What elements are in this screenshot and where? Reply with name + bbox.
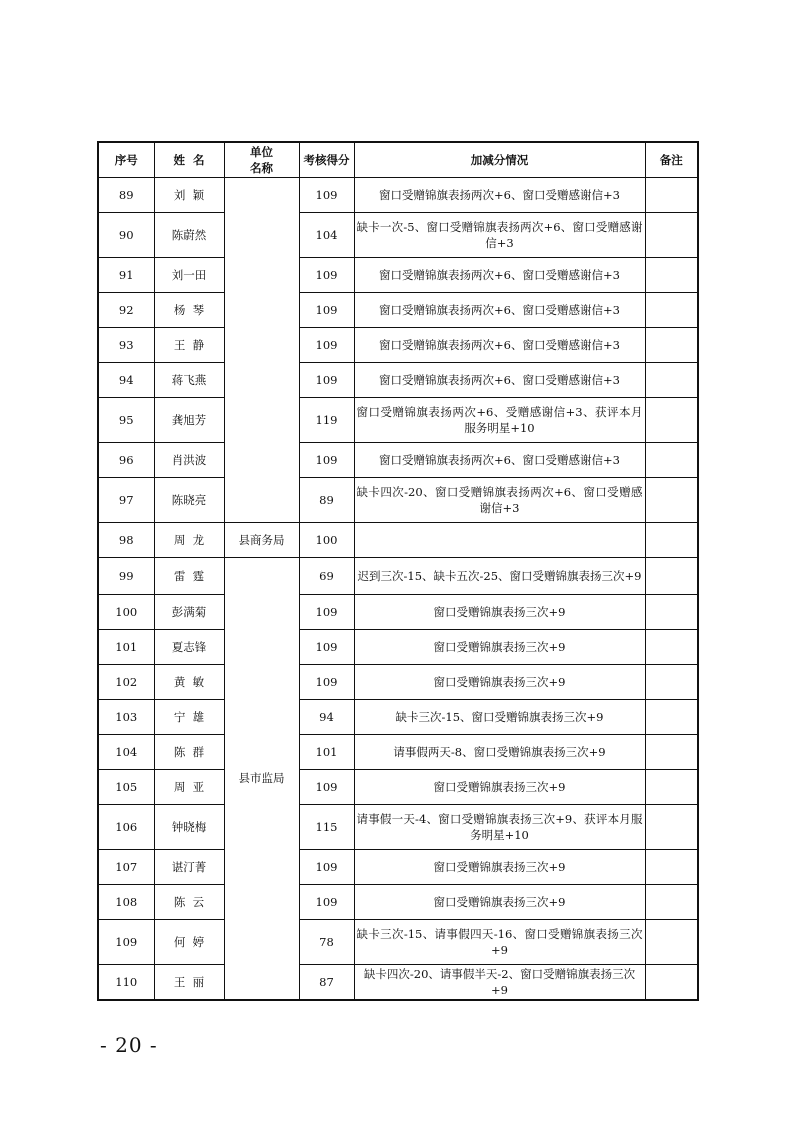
- row-seq: 101: [98, 630, 154, 665]
- table-row: [98, 398, 698, 443]
- row-seq: 99: [98, 558, 154, 595]
- row-score: 87: [299, 965, 354, 1000]
- row-adjustments: 窗口受赠锦旗表扬三次+9: [354, 770, 645, 805]
- header-seq: 序号: [98, 142, 154, 178]
- row-adjustments: 窗口受赠锦旗表扬三次+9: [354, 885, 645, 920]
- row-remarks: [645, 558, 698, 595]
- row-remarks: [645, 213, 698, 258]
- row-seq: 91: [98, 258, 154, 293]
- header-remarks: 备注: [645, 142, 698, 178]
- row-score: 109: [299, 770, 354, 805]
- row-remarks: [645, 478, 698, 523]
- row-name: 陈蔚然: [154, 213, 224, 258]
- row-adjustments: 缺卡四次-20、请事假半天-2、窗口受赠锦旗表扬三次+9: [354, 965, 645, 1000]
- table-row: [98, 363, 698, 398]
- row-name: 周 亚: [154, 770, 224, 805]
- row-unit: 县商务局: [224, 523, 299, 558]
- row-seq: 106: [98, 805, 154, 850]
- row-adjustments: 窗口受赠锦旗表扬两次+6、窗口受赠感谢信+3: [354, 363, 645, 398]
- row-remarks: [645, 398, 698, 443]
- row-score: 109: [299, 885, 354, 920]
- row-name: 肖洪波: [154, 443, 224, 478]
- row-name: 钟晓梅: [154, 805, 224, 850]
- row-seq: 103: [98, 700, 154, 735]
- row-remarks: [645, 595, 698, 630]
- row-adjustments: 窗口受赠锦旗表扬两次+6、窗口受赠感谢信+3: [354, 328, 645, 363]
- row-seq: 94: [98, 363, 154, 398]
- row-remarks: [645, 735, 698, 770]
- row-seq: 102: [98, 665, 154, 700]
- row-seq: 98: [98, 523, 154, 558]
- row-seq: 95: [98, 398, 154, 443]
- row-score: 119: [299, 398, 354, 443]
- row-score: 100: [299, 523, 354, 558]
- row-remarks: [645, 700, 698, 735]
- row-remarks: [645, 363, 698, 398]
- row-name: 谌汀菁: [154, 850, 224, 885]
- row-remarks: [645, 965, 698, 1000]
- table-row: [98, 258, 698, 293]
- row-name: 陈 云: [154, 885, 224, 920]
- row-score: 109: [299, 595, 354, 630]
- row-adjustments: 请事假一天-4、窗口受赠锦旗表扬三次+9、获评本月服务明星+10: [354, 805, 645, 850]
- row-score: 101: [299, 735, 354, 770]
- row-adjustments: 缺卡三次-15、窗口受赠锦旗表扬三次+9: [354, 700, 645, 735]
- table-row: [98, 850, 698, 885]
- table-row: [98, 213, 698, 258]
- row-score: 89: [299, 478, 354, 523]
- row-name: 雷 霆: [154, 558, 224, 595]
- row-score: 109: [299, 665, 354, 700]
- row-seq: 92: [98, 293, 154, 328]
- row-adjustments: 窗口受赠锦旗表扬两次+6、窗口受赠感谢信+3: [354, 258, 645, 293]
- row-score: 78: [299, 920, 354, 965]
- row-score: 115: [299, 805, 354, 850]
- row-adjustments: [354, 523, 645, 558]
- header-row: [98, 142, 698, 178]
- table-row: [98, 665, 698, 700]
- row-remarks: [645, 328, 698, 363]
- row-name: 杨 琴: [154, 293, 224, 328]
- row-remarks: [645, 293, 698, 328]
- header-unit-line2: 名称: [250, 161, 273, 175]
- row-seq: 89: [98, 178, 154, 213]
- table-row: [98, 558, 698, 595]
- row-adjustments: 窗口受赠锦旗表扬两次+6、受赠感谢信+3、获评本月服务明星+10: [354, 398, 645, 443]
- row-name: 刘 颖: [154, 178, 224, 213]
- row-seq: 96: [98, 443, 154, 478]
- row-remarks: [645, 523, 698, 558]
- row-seq: 107: [98, 850, 154, 885]
- table-row: [98, 293, 698, 328]
- row-remarks: [645, 770, 698, 805]
- row-remarks: [645, 258, 698, 293]
- row-remarks: [645, 885, 698, 920]
- row-seq: 90: [98, 213, 154, 258]
- row-adjustments: 窗口受赠锦旗表扬两次+6、窗口受赠感谢信+3: [354, 178, 645, 213]
- row-name: 周 龙: [154, 523, 224, 558]
- table-row: [98, 700, 698, 735]
- assessment-table: [97, 141, 699, 1001]
- row-seq: 108: [98, 885, 154, 920]
- row-score: 109: [299, 363, 354, 398]
- row-seq: 93: [98, 328, 154, 363]
- row-score: 94: [299, 700, 354, 735]
- table-body: [98, 178, 698, 1000]
- row-name: 陈 群: [154, 735, 224, 770]
- row-adjustments: 窗口受赠锦旗表扬三次+9: [354, 850, 645, 885]
- row-seq: 110: [98, 965, 154, 1000]
- table-row: [98, 523, 698, 558]
- row-name: 龚旭芳: [154, 398, 224, 443]
- table-row: [98, 478, 698, 523]
- row-name: 陈晓亮: [154, 478, 224, 523]
- header-unit: [224, 142, 299, 178]
- row-name: 黄 敏: [154, 665, 224, 700]
- row-adjustments: 缺卡四次-20、窗口受赠锦旗表扬两次+6、窗口受赠感谢信+3: [354, 478, 645, 523]
- row-name: 何 婷: [154, 920, 224, 965]
- table-row: [98, 965, 698, 1000]
- row-remarks: [645, 665, 698, 700]
- row-name: 刘一田: [154, 258, 224, 293]
- row-name: 王 丽: [154, 965, 224, 1000]
- header-unit-line1: 单位: [250, 145, 273, 159]
- table-row: [98, 805, 698, 850]
- page-number: - 20 -: [100, 1033, 158, 1057]
- row-remarks: [645, 630, 698, 665]
- row-score: 109: [299, 850, 354, 885]
- row-adjustments: 窗口受赠锦旗表扬三次+9: [354, 595, 645, 630]
- row-adjustments: 窗口受赠锦旗表扬三次+9: [354, 665, 645, 700]
- row-adjustments: 缺卡一次-5、窗口受赠锦旗表扬两次+6、窗口受赠感谢信+3: [354, 213, 645, 258]
- row-score: 104: [299, 213, 354, 258]
- row-name: 蒋飞燕: [154, 363, 224, 398]
- row-adjustments: 窗口受赠锦旗表扬三次+9: [354, 630, 645, 665]
- row-remarks: [645, 920, 698, 965]
- row-name: 彭满菊: [154, 595, 224, 630]
- row-seq: 97: [98, 478, 154, 523]
- table-row: [98, 595, 698, 630]
- header-name: 姓 名: [154, 142, 224, 178]
- row-name: 王 静: [154, 328, 224, 363]
- row-remarks: [645, 850, 698, 885]
- table-row: [98, 920, 698, 965]
- row-score: 69: [299, 558, 354, 595]
- row-seq: 100: [98, 595, 154, 630]
- table-row: [98, 770, 698, 805]
- row-adjustments: 窗口受赠锦旗表扬两次+6、窗口受赠感谢信+3: [354, 443, 645, 478]
- table-row: [98, 885, 698, 920]
- row-seq: 104: [98, 735, 154, 770]
- table-row: [98, 735, 698, 770]
- row-remarks: [645, 443, 698, 478]
- table-row: [98, 443, 698, 478]
- row-seq: 105: [98, 770, 154, 805]
- row-score: 109: [299, 258, 354, 293]
- row-name: 夏志锋: [154, 630, 224, 665]
- table-row: [98, 328, 698, 363]
- row-seq: 109: [98, 920, 154, 965]
- row-score: 109: [299, 328, 354, 363]
- row-remarks: [645, 178, 698, 213]
- row-score: 109: [299, 630, 354, 665]
- row-name: 宁 雄: [154, 700, 224, 735]
- table-row: [98, 630, 698, 665]
- row-score: 109: [299, 293, 354, 328]
- header-score: 考核得分: [299, 142, 354, 178]
- row-unit: [224, 178, 299, 523]
- row-adjustments: 缺卡三次-15、请事假四天-16、窗口受赠锦旗表扬三次+9: [354, 920, 645, 965]
- row-adjustments: 请事假两天-8、窗口受赠锦旗表扬三次+9: [354, 735, 645, 770]
- row-remarks: [645, 805, 698, 850]
- header-adjustments: 加减分情况: [354, 142, 645, 178]
- row-score: 109: [299, 443, 354, 478]
- row-unit: 县市监局: [224, 558, 299, 1000]
- table-row: [98, 178, 698, 213]
- row-adjustments: 窗口受赠锦旗表扬两次+6、窗口受赠感谢信+3: [354, 293, 645, 328]
- row-adjustments: 迟到三次-15、缺卡五次-25、窗口受赠锦旗表扬三次+9: [354, 558, 645, 595]
- row-score: 109: [299, 178, 354, 213]
